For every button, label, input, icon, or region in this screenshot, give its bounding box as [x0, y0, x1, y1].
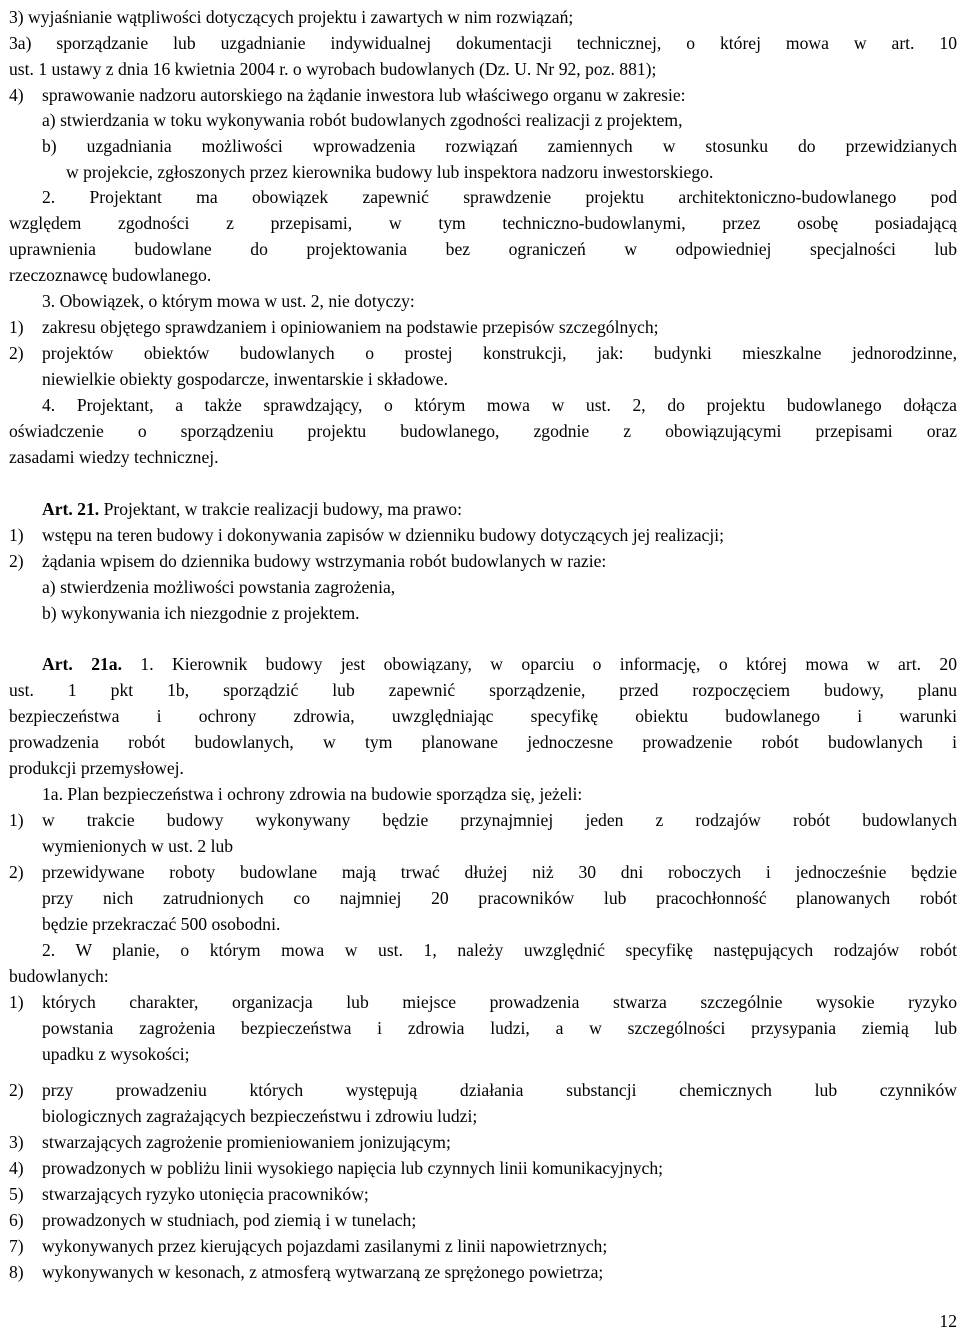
sub-list-item: b) uzgadniania możliwości wprowadzenia rozwiązań zamiennych w stosunku do przewidzianych [42, 136, 957, 156]
list-item: 2) projektów obiektów budowlanych o prostej konstrukcji, jak: budynki mieszkalne jednorodzinne, [0, 340, 960, 366]
list-number: 1) [9, 992, 24, 1012]
list-number: 7) [9, 1236, 24, 1256]
list-number: 4) [9, 1158, 24, 1178]
list-number: 1) [9, 525, 24, 545]
list-number: 8) [9, 1262, 24, 1282]
paragraph-line: budowlanych: [9, 966, 109, 986]
article-number: Art. 21a. [42, 654, 122, 674]
page-number: 12 [939, 1311, 957, 1331]
article-heading: Art. 21a. 1. Kierownik budowy jest obowiązany, w oparciu o informację, o której mowa w art. 20 [42, 654, 957, 674]
article-number: Art. 21. [42, 499, 100, 519]
paragraph-line: względem zgodności z przepisami, w tym techniczno-budowlanymi, przez osobę posiadającą [9, 213, 957, 233]
paragraph-line: 3. Obowiązek, o którym mowa w ust. 2, nie dotyczy: [42, 291, 415, 311]
list-item-continuation: powstania zagrożenia bezpieczeństwa i zdrowia ludzi, a w szczególności przysypania ziemią lub [42, 1018, 957, 1038]
list-item-continuation: niewielkie obiekty gospodarcze, inwentarskie i składowe. [42, 369, 448, 389]
list-number: 2) [9, 862, 24, 882]
list-number: 3) [9, 1132, 24, 1152]
paragraph-line: uprawnienia budowlane do projektowania bez ograniczeń w odpowiedniej specjalności lub [9, 239, 957, 259]
list-number: 2) [9, 343, 24, 363]
sub-list-item: a) stwierdzania w toku wykonywania robót budowlanych zgodności realizacji z projektem, [42, 110, 683, 130]
list-item-continuation: wymienionych w ust. 2 lub [42, 836, 234, 856]
paragraph-line: 2. Projektant ma obowiązek zapewnić sprawdzenie projektu architektoniczno-budowlanego pod [42, 187, 957, 207]
list-item: 8) wykonywanych w kesonach, z atmosferą wytwarzaną ze sprężonego powietrza; [0, 1259, 960, 1285]
list-number: 4) [9, 85, 24, 105]
list-item: 4) prowadzonych w pobliżu linii wysokiego napięcia lub czynnych linii komunikacyjnych; [0, 1155, 960, 1181]
list-number: 5) [9, 1184, 24, 1204]
list-item: 3) stwarzających zagrożenie promieniowaniem jonizującym; [0, 1129, 960, 1155]
paragraph-line: produkcji przemysłowej. [9, 758, 184, 778]
sub-list-item: b) wykonywania ich niezgodnie z projektem. [42, 603, 360, 623]
list-item: 1) zakresu objętego sprawdzaniem i opiniowaniem na podstawie przepisów szczególnych; [0, 314, 960, 340]
list-item: 7) wykonywanych przez kierujących pojazdami zasilanymi z linii napowietrznych; [0, 1233, 960, 1259]
list-item: 1) wstępu na teren budowy i dokonywania zapisów w dzienniku budowy dotyczących jej realizacji; [0, 522, 960, 548]
paragraph-line: prowadzenia robót budowlanych, w tym planowane jednoczesne prowadzenie robót budowlanych i [9, 732, 957, 752]
list-item: 1) w trakcie budowy wykonywany będzie przynajmniej jeden z rodzajów robót budowlanych [0, 807, 960, 833]
list-item: 4) sprawowanie nadzoru autorskiego na żądanie inwestora lub właściwego organu w zakresie: [0, 82, 960, 108]
list-item-continuation: biologicznych zagrażających bezpieczeństwu i zdrowiu ludzi; [42, 1106, 478, 1126]
list-item: 3) wyjaśnianie wątpliwości dotyczących projektu i zawartych w nim rozwiązań; [9, 7, 574, 27]
paragraph-line: zasadami wiedzy technicznej. [9, 447, 219, 467]
list-number: 6) [9, 1210, 24, 1230]
list-item-continuation: będzie przekraczać 500 osobodni. [42, 914, 281, 934]
list-number: 2) [9, 551, 24, 571]
list-item: 2) żądania wpisem do dziennika budowy wstrzymania robót budowlanych w razie: [0, 548, 960, 574]
paragraph-line: ust. 1 pkt 1b, sporządzić lub zapewnić sporządzenie, przed rozpoczęciem budowy, planu [9, 680, 957, 700]
paragraph-line: 1a. Plan bezpieczeństwa i ochrony zdrowia na budowie sporządza się, jeżeli: [42, 784, 583, 804]
paragraph-line: rzeczoznawcę budowlanego. [9, 265, 212, 285]
list-item-continuation: przy nich zatrudnionych co najmniej 20 pracowników lub pracochłonność planowanych robót [42, 888, 957, 908]
paragraph-line: ust. 1 ustawy z dnia 16 kwietnia 2004 r. o wyrobach budowlanych (Dz. U. Nr 92, poz. 881); [9, 59, 657, 79]
list-item: 5) stwarzających ryzyko utonięcia pracowników; [0, 1181, 960, 1207]
paragraph-line: 2. W planie, o którym mowa w ust. 1, należy uwzględnić specyfikę następujących rodzajów robót [42, 940, 957, 960]
list-number: 1) [9, 317, 24, 337]
paragraph-line: 4. Projektant, a także sprawdzający, o którym mowa w ust. 2, do projektu budowlanego dołącza [42, 395, 957, 415]
list-number: 2) [9, 1080, 24, 1100]
article-heading: Art. 21. Projektant, w trakcie realizacji budowy, ma prawo: [42, 499, 462, 519]
paragraph-line: oświadczenie o sporządzeniu projektu budowlanego, zgodnie z obowiązującymi przepisami oraz [9, 421, 957, 441]
list-item: 3a) sporządzanie lub uzgadnianie indywidualnej dokumentacji technicznej, o której mowa w art. 10 [9, 33, 957, 53]
list-item-continuation: upadku z wysokości; [42, 1044, 190, 1064]
list-item: 1) których charakter, organizacja lub miejsce prowadzenia stwarza szczególnie wysokie ryzyko [0, 989, 960, 1015]
list-item: 6) prowadzonych w studniach, pod ziemią i w tunelach; [0, 1207, 960, 1233]
paragraph-line: bezpieczeństwa i ochrony zdrowia, uwzględniając specyfikę obiektu budowlanego i warunki [9, 706, 957, 726]
list-number: 1) [9, 810, 24, 830]
sub-list-item: a) stwierdzenia możliwości powstania zagrożenia, [42, 577, 396, 597]
sub-list-item: w projekcie, zgłoszonych przez kierownika budowy lub inspektora nadzoru inwestorskiego. [66, 162, 714, 182]
list-item: 2) przy prowadzeniu których występują działania substancji chemicznych lub czynników [0, 1077, 960, 1103]
list-item: 2) przewidywane roboty budowlane mają trwać dłużej niż 30 dni roboczych i jednocześnie będzie [0, 859, 960, 885]
